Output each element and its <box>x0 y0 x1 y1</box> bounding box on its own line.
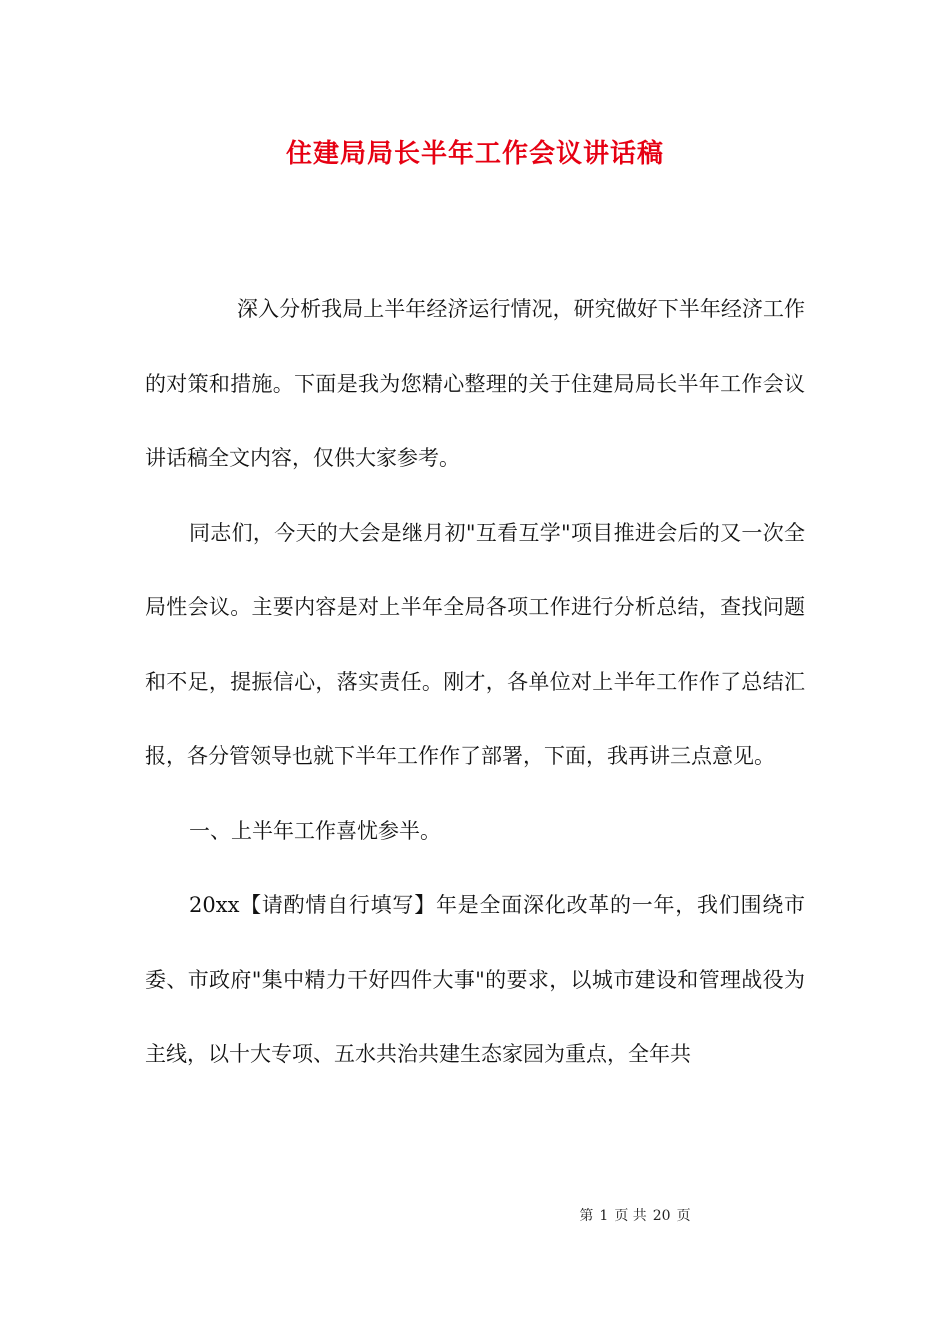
footer-middle: 页 共 <box>614 1208 647 1224</box>
footer-page-number: 1 <box>599 1208 609 1224</box>
section-paragraph: 20xx【请酌情自行填写】年是全面深化改革的一年，我们围绕市委、市政府"集中精力干好四件大事"的要求，以城市建设和管理战役为主线，以十大专项、五水共治共建生态家园为重点，全年共 <box>145 893 805 1066</box>
footer-suffix: 页 <box>676 1208 691 1224</box>
intro-paragraph: 深入分析我局上半年经济运行情况，研究做好下半年经济工作的对策和措施。下面是我为您精心整理的关于住建局局长半年工作会议讲话稿全文内容，仅供大家参考。 <box>145 297 805 470</box>
page-footer <box>0 1206 950 1226</box>
footer-prefix: 第 <box>579 1208 594 1224</box>
document-body <box>145 272 805 1092</box>
document-title: 住建局局长半年工作会议讲话稿 <box>285 139 664 169</box>
section-heading: 一、上半年工作喜忧参半。 <box>189 818 441 843</box>
opening-paragraph: 同志们，今天的大会是继月初"互看互学"项目推进会后的又一次全局性会议。主要内容是对上半年全局各项工作进行分析总结，查找问题和不足，提振信心，落实责任。刚才，各单位对上半年工作作了总结汇报，各分管领导也就下半年工作作了部署，下面，我再讲三点意见。 <box>145 520 805 768</box>
footer-total-pages: 20 <box>652 1208 671 1224</box>
